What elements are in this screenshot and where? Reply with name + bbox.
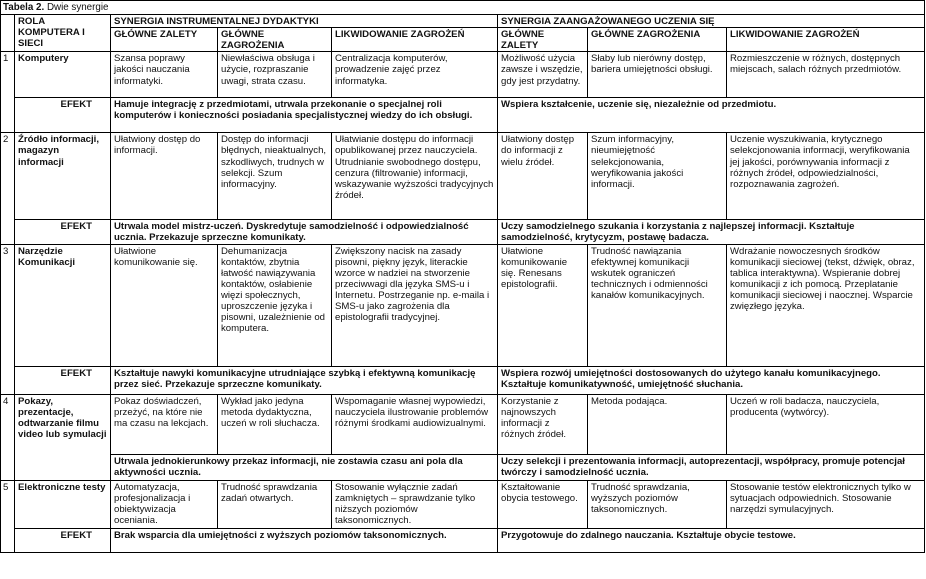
effect-row <box>1 528 925 552</box>
header-e-benefits: GŁÓWNE ZALETY <box>498 28 588 52</box>
row-role: Komputery <box>15 52 111 98</box>
effect-engaged: Wspiera rozwój umiejętności dostosowanych do użytego kanału komunikacyjnego. Kształtuje komunikatywność, umiejętność słuchania. <box>498 366 925 394</box>
header-i-benefits: GŁÓWNE ZALETY <box>111 28 218 52</box>
row-e-threats: Słaby lub nierówny dostęp, bariera umiejętności obsługi. <box>588 52 727 98</box>
row-i-elim: Stosowanie wyłącznie zadań zamkniętych – sprawdzanie tylko niższych poziomów taksonomicznych. <box>332 480 498 528</box>
row-role: Narzędzie Komunikacji <box>15 244 111 366</box>
row-e-benefits: Ułatwione komunikowanie się. Renesans epistolografii. <box>498 244 588 366</box>
row-i-benefits: Ułatwiony dostęp do informacji. <box>111 133 218 220</box>
row-role: Źródło informacji, magazyn informacji <box>15 133 111 220</box>
header-row-2 <box>1 28 925 52</box>
row-e-threats: Metoda podająca. <box>588 394 727 454</box>
table-row <box>1 394 925 454</box>
table-caption-subtitle: Dwie synergie <box>46 2 109 13</box>
effect-engaged: Uczy selekcji i prezentowania informacji, autoprezentacji, współpracy, promuje potencjał twórczy i samodzielność ucznia. <box>498 454 925 480</box>
table-row <box>1 244 925 366</box>
header-group-instrumental: SYNERGIA INSTRUMENTALNEJ DYDAKTYKI <box>111 15 498 28</box>
header-e-elim: LIKWIDOWANIE ZAGROŻEŃ <box>727 28 925 52</box>
row-e-threats: Szum informacyjny, nieumiejętność selekcjonowania, weryfikowania jakości informacji. <box>588 133 727 220</box>
row-number: 3 <box>1 244 15 394</box>
header-role: ROLA KOMPUTERA I SIECI <box>15 15 111 52</box>
effect-row <box>1 98 925 133</box>
row-e-elim: Wdrażanie nowoczesnych środków komunikacji sieciowej (tekst, dźwięk, obraz, tablica interaktywna). Wspieranie dobrej komunikacji z ich pomocą. Przeplatanie komunikacji sieciowej i naocznej. Wsparcie zwięzłego języka. <box>727 244 925 366</box>
row-i-threats: Trudność sprawdzania zadań otwartych. <box>218 480 332 528</box>
row-role: Pokazy, prezentacje, odtwarzanie filmu video lub symulacji <box>15 394 111 480</box>
effect-engaged: Uczy samodzielnego szukania i korzystania z najlepszej informacji. Kształtuje samodzielność, krytycyzm, postawę badacza. <box>498 220 925 244</box>
effect-row <box>1 220 925 244</box>
row-number: 5 <box>1 480 15 552</box>
row-i-benefits: Pokaz doświadczeń, przeżyć, na które nie ma czasu na lekcjach. <box>111 394 218 454</box>
row-number: 1 <box>1 52 15 133</box>
row-i-elim: Ułatwianie dostępu do informacji opublikowanej przez nauczyciela. Utrudnianie swobodnego dostępu, cenzura (filtrowanie) informacji, wskazywanie wyższości tradycyjnych źródeł. <box>332 133 498 220</box>
header-i-threats: GŁÓWNE ZAGROŻENIA <box>218 28 332 52</box>
row-i-benefits: Ułatwione komunikowanie się. <box>111 244 218 366</box>
row-e-elim: Rozmieszczenie w różnych, dostępnych miejscach, salach różnych przedmiotów. <box>727 52 925 98</box>
row-e-benefits: Korzystanie z najnowszych informacji z różnych źródeł. <box>498 394 588 454</box>
row-i-elim: Zwiększony nacisk na zasady pisowni, piękny język, literackie wzorce w nadziei na stworzenie przeciwwagi dla języka SMS-u i Internetu. Postrzeganie np. e-maila i SMS-u jako zagrożenia dla epistolografii tradycyjnej. <box>332 244 498 366</box>
effect-label: EFEKT <box>15 220 111 244</box>
effect-row <box>1 366 925 394</box>
header-row-1 <box>1 15 925 28</box>
row-number: 2 <box>1 133 15 244</box>
row-i-threats: Dostęp do informacji błędnych, nieaktualnych, szkodliwych, trudnych w selekcji. Szum informacyjny. <box>218 133 332 220</box>
row-e-benefits: Możliwość użycia zawsze i wszędzie, gdy jest przydatny. <box>498 52 588 98</box>
row-i-benefits: Szansa poprawy jakości nauczania informatyki. <box>111 52 218 98</box>
row-i-threats: Niewłaściwa obsługa i użycie, rozpraszanie uwagi, strata czasu. <box>218 52 332 98</box>
table-caption-row <box>1 1 925 15</box>
row-i-elim: Centralizacja komputerów, prowadzenie zajęć przez informatyka. <box>332 52 498 98</box>
table-row <box>1 480 925 528</box>
row-e-benefits: Kształtowanie obycia testowego. <box>498 480 588 528</box>
row-i-elim: Wspomaganie własnej wypowiedzi, nauczyciela ilustrowanie problemów różnymi środkami audiowizualnymi. <box>332 394 498 454</box>
row-i-threats: Dehumanizacja kontaktów, zbytnia łatwość nawiązywania kontaktów, osłabienie więzi społecznych, uproszczenie języka i pisowni, uzależnienie od komputera. <box>218 244 332 366</box>
row-i-threats: Wykład jako jedyna metoda dydaktyczna, uczeń w roli słuchacza. <box>218 394 332 454</box>
row-i-benefits: Automatyzacja, profesjonalizacja i obiektywizacja oceniania. <box>111 480 218 528</box>
header-e-threats: GŁÓWNE ZAGROŻENIA <box>588 28 727 52</box>
row-e-elim: Uczenie wyszukiwania, krytycznego selekcjonowania informacji, weryfikowania jej jakości, porównywania informacji z różnych źródeł, odpowiedzialności, rozpoznawania zagrożeń. <box>727 133 925 220</box>
header-group-engaged: SYNERGIA ZAANGAŻOWANEGO UCZENIA SIĘ <box>498 15 925 28</box>
effect-instrumental: Kształtuje nawyki komunikacyjne utrudniające szybką i efektywną komunikację przez sieć. Przekazuje sprzeczne komunikaty. <box>111 366 498 394</box>
row-e-threats: Trudność sprawdzania, wyższych poziomów taksonomicznych. <box>588 480 727 528</box>
table-caption-title: Tabela 2. <box>3 2 45 13</box>
effect-row <box>1 454 925 480</box>
table-row <box>1 52 925 98</box>
row-e-elim: Stosowanie testów elektronicznych tylko w sytuacjach odpowiednich. Stosowanie narzędzi symulacyjnych. <box>727 480 925 528</box>
effect-engaged: Przygotowuje do zdalnego nauczania. Kształtuje obycie testowe. <box>498 528 925 552</box>
effect-instrumental: Utrwala jednokierunkowy przekaz informacji, nie zostawia czasu ani pola dla aktywności ucznia. <box>111 454 498 480</box>
effect-engaged: Wspiera kształcenie, uczenie się, niezależnie od przedmiotu. <box>498 98 925 133</box>
effect-label: EFEKT <box>15 98 111 133</box>
effect-label: EFEKT <box>15 366 111 394</box>
row-role: Elektroniczne testy <box>15 480 111 528</box>
row-e-elim: Uczeń w roli badacza, nauczyciela, producenta (wytwórcy). <box>727 394 925 454</box>
row-number: 4 <box>1 394 15 480</box>
row-e-benefits: Ułatwiony dostęp do informacji z wielu źródeł. <box>498 133 588 220</box>
table-row <box>1 133 925 220</box>
header-i-elim: LIKWIDOWANIE ZAGROŻEŃ <box>332 28 498 52</box>
effect-label: EFEKT <box>15 528 111 552</box>
row-e-threats: Trudność nawiązania efektywnej komunikacji wskutek ograniczeń technicznych i odmienności kanałów komunikacyjnych. <box>588 244 727 366</box>
effect-instrumental: Hamuje integrację z przedmiotami, utrwala przekonanie o specjalnej roli komputerów i konieczności posiadania specjalistycznej wiedzy do ich obsługi. <box>111 98 498 133</box>
effect-instrumental: Utrwala model mistrz-uczeń. Dyskredytuje samodzielność i odpowiedzialność ucznia. Przekazuje sprzeczne komunikaty. <box>111 220 498 244</box>
effect-instrumental: Brak wsparcia dla umiejętności z wyższych poziomów taksonomicznych. <box>111 528 498 552</box>
